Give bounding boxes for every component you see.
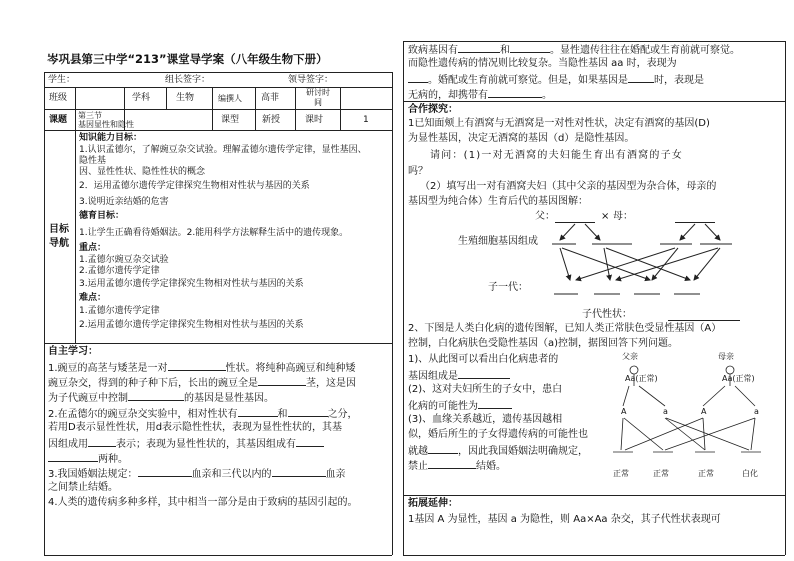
goal-text: 2.孟德尔遗传学定律 — [79, 266, 160, 276]
table-line — [166, 87, 167, 109]
albino-question: (3)、血缘关系越近，遗传基因越相 — [408, 414, 563, 425]
student-label: 学生： — [48, 75, 76, 85]
albino-question: (2)、这对夫妇所生的子女中，患白 — [408, 384, 563, 395]
offspring-label: 子一代： — [488, 282, 528, 293]
goal-text: 1.认识孟德尔，了解豌豆杂交试验。理解孟德尔遗传学定律，显性基因、 — [79, 145, 367, 155]
albino-intro: 控制，白化病肤色受隐性基因（a)控制，据图回答下列问题。 — [408, 338, 679, 349]
teacher-sign-label: 领导签字： — [288, 75, 334, 85]
fig-offspring: 白化 — [742, 469, 758, 478]
father-label: 父： — [535, 211, 555, 222]
albino-question: 1)、从此图可以看出白化病患者的 — [408, 354, 559, 365]
goal-text: 1.孟德尔遗传学定律 — [79, 306, 160, 316]
fig-father-genotype: Aa(正常) — [625, 374, 658, 383]
table-border-right — [392, 72, 393, 555]
moral-title: 德育目标： — [79, 211, 125, 221]
fig-offspring: 正常 — [653, 469, 669, 478]
topic-line1: 第三节 — [78, 111, 102, 120]
goal-text: 2．运用孟德尔遗传学定律探究生物相对性状与基因的关系 — [79, 181, 310, 191]
fig-gamete: A — [701, 407, 707, 416]
explore-line: 吗？ — [408, 166, 428, 177]
fig-gamete: A — [621, 407, 627, 416]
extend-line: 1基因 A 为显性，基因 a 为隐性，则 Aa×Aa 杂交，其子代性状表现可 — [408, 514, 721, 525]
table-line — [75, 87, 76, 343]
class-label: 班级 — [49, 93, 68, 103]
self-study-line: 4.人类的遗传病多种多样，其中相当一部分是由于致病的基因引起的。 — [48, 497, 358, 508]
right-text-line: 无病的，却携带有 。 — [408, 90, 552, 101]
fig-father-label: 父亲 — [622, 352, 638, 361]
type-value: 新授 — [262, 115, 281, 125]
fig-offspring: 正常 — [698, 469, 714, 478]
albinism-pedigree-diagram — [605, 360, 785, 472]
mother-label: 母： — [613, 211, 633, 222]
explore-question: 请问：(1)一对无酒窝的夫妇能生育出有酒窝的子女 — [430, 150, 683, 161]
right-text-line: 。婚配或生育前就可察觉。但是，如果基因是 时，表现是 — [408, 73, 704, 87]
period-value: 1 — [363, 115, 369, 125]
leader-sign-label: 组长签字： — [165, 75, 211, 85]
albino-question: 禁止 结婚。 — [408, 461, 506, 472]
table-line — [340, 87, 341, 130]
table-line — [44, 343, 392, 344]
subject-value: 生物 — [176, 93, 195, 103]
goals-label: 目标 — [49, 224, 69, 235]
table-line — [44, 130, 392, 131]
albino-intro: 2、下图是人类白化病的遗传图解，已知人类正常肤色受显性基因（A） — [408, 323, 722, 334]
fig-gamete: a — [754, 407, 759, 416]
extend-title: 拓展延伸： — [408, 498, 458, 509]
page-title: 岑巩县第三中学“213”课堂导学案（八年级生物下册） — [47, 52, 328, 66]
explore-line: 为显性基因，决定无酒窝的基因（d）是隐性基因。 — [408, 133, 635, 144]
self-study-line: 2.在孟德尔的豌豆杂交实验中，相对性状有 和 之分， — [48, 409, 358, 420]
difficulty-title: 难点： — [79, 293, 107, 303]
right-text-line: 致病基因有 和 。显性遗传往往在婚配或生育前就可察觉。 — [408, 45, 740, 56]
fig-gamete: a — [663, 407, 668, 416]
table-border-bottom — [44, 555, 392, 556]
self-study-line: 3.我国婚姻法规定： 血亲和三代以内的 血亲 — [48, 469, 346, 480]
fig-offspring: 正常 — [613, 469, 629, 478]
table-border-top — [403, 41, 785, 42]
explore-line: 基因型为纯合体）生育后代的基因图解： — [408, 196, 588, 207]
table-border-top — [44, 72, 392, 73]
topic-line2: 基因显性和隐性 — [78, 120, 134, 129]
self-study-line: 之间禁止结婚。 — [48, 482, 118, 493]
table-line — [403, 495, 785, 496]
research-time-label: 研讨时间 — [306, 88, 330, 107]
albino-question: 基因组成是 — [408, 369, 510, 383]
editor-label: 编撰人 — [218, 94, 242, 103]
cross-diagram — [540, 220, 740, 300]
albino-question: 似，婚后所生的子女得遗传病的可能性也 — [408, 429, 588, 440]
self-study-line: 为子代豌豆中控制 的基因是显性基因。 — [48, 393, 274, 404]
times-sign: × — [601, 211, 610, 222]
table-line — [295, 87, 296, 130]
explore-line: （2）填写出一对有酒窝夫妇（其中父亲的基因型为杂合体，母亲的 — [420, 181, 717, 192]
table-border-bottom — [403, 555, 785, 556]
right-text-line: 而隐性遗传病的情况则比较复杂。当隐性基因 aa 时，表现为 — [408, 58, 677, 69]
trait-blank — [668, 320, 740, 321]
topic-label: 课题 — [49, 115, 68, 125]
fig-mother-genotype: Aa(正常) — [722, 374, 755, 383]
table-border-right — [785, 41, 786, 555]
goal-text: 1.孟德尔豌豆杂交试验 — [79, 255, 169, 265]
goals-label: 导航 — [49, 238, 69, 249]
explore-title: 合作探究： — [408, 104, 458, 115]
goal-text: 2.运用孟德尔遗传学定律探究生物相对性状与基因的关系 — [79, 320, 304, 330]
self-study-line: 两种。 — [48, 452, 128, 466]
self-study-line: 因组成用 表示；表现为显性性状的，其基因组成有 — [48, 437, 324, 451]
goal-text: 3.说明近亲结婚的危害 — [79, 197, 169, 207]
knowledge-title: 知识能力目标： — [79, 133, 143, 143]
germ-cell-label: 生殖细胞基因组成 — [458, 236, 538, 247]
type-label: 课型 — [221, 115, 240, 125]
self-study-title: 自主学习： — [48, 346, 98, 357]
self-study-line: 豌豆杂交，得到的种子种下后，长出的豌豆全是 茎，这是因 — [48, 378, 356, 389]
table-border-left — [44, 72, 45, 555]
table-line — [212, 87, 213, 130]
fig-mother-label: 母亲 — [718, 352, 734, 361]
period-label: 课时 — [305, 115, 324, 125]
subject-label: 学科 — [132, 93, 151, 103]
key-title: 重点： — [79, 243, 107, 253]
offspring-trait-label: 子代性状： — [582, 309, 632, 320]
goal-text: 3.运用孟德尔遗传学定律探究生物相对性状与基因的关系 — [79, 279, 304, 289]
albino-question: 就越 ，因此我国婚姻法明确规定， — [408, 446, 588, 457]
goal-text: 隐性基 — [79, 156, 107, 166]
self-study-line: 1.豌豆的高茎与矮茎是一对 性状。将纯种高豌豆和纯种矮 — [48, 363, 356, 374]
editor-value: 高菲 — [261, 93, 280, 103]
self-study-line: 若用D表示显性性状，用d表示隐性性状，表现为显性性状的，其基 — [48, 422, 343, 433]
table-line — [255, 87, 256, 130]
explore-line: 1已知面颊上有酒窝与无酒窝是一对性对性状，决定有酒窝的基因(D) — [408, 118, 710, 129]
albino-question: 化病的可能性为 — [408, 399, 512, 413]
goal-text: 因、显性性状、隐性性状的概念 — [79, 167, 206, 177]
table-border-left — [403, 41, 404, 555]
goal-text: 1.让学生正确看待婚姻法。2.能用科学方法解释生活中的遗传现象。 — [79, 228, 349, 238]
